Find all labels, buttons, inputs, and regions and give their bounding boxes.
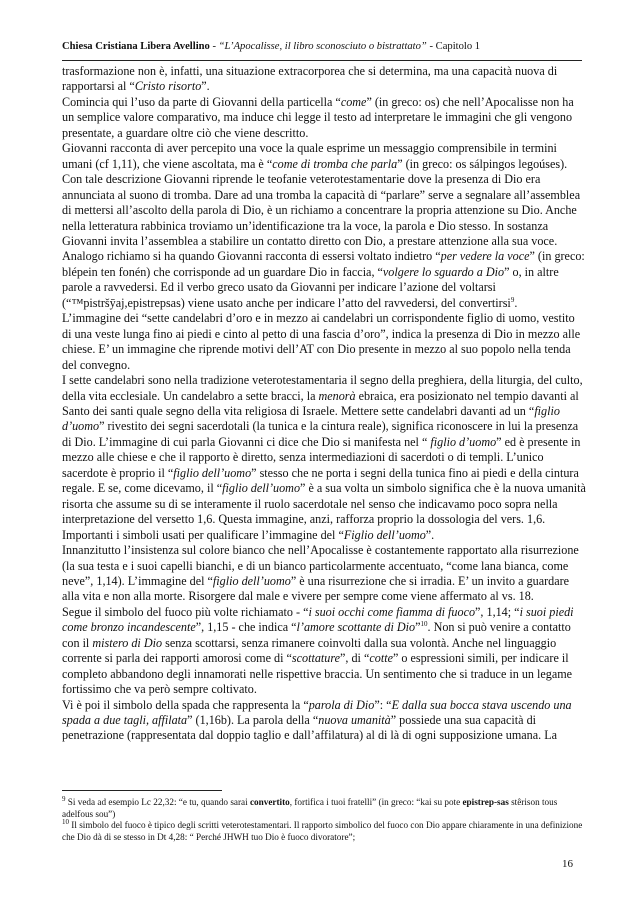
paragraph-10 — [62, 698, 586, 744]
paragraph-9 — [62, 605, 586, 698]
italic-run: come di tromba che parla — [272, 156, 398, 171]
text-run: senza scottarsi, senza rimanere coinvolti dalla sua volontà. Anche nel linguaggio corrente si parla dei rapporti amorosi come di “ — [62, 635, 557, 666]
text-run: ” (in greco: os sálpingos legoúses). Con tale descrizione Giovanni riprende le teofanie veterotestamentarie dove la presenza di Dio era annunciata al suono di tromba. Dare ad una tromba la capacità di “parlare” serve a segnalare all’assemblea di mettersi all’ascolto della parola di Dio, è un richiamo a concentrare la propria attenzione su Dio. Anche nella letteratura rabbinica troviamo un’identificazione tra la voce, la parola e Dio stesso. In sostanza Giovanni invita l’assemblea a stabilire un contatto diretto con Dio, a prestare attenzione alla sua voce. — [62, 156, 581, 248]
running-header — [62, 40, 582, 53]
text-run: ” possiede una sua capacità di penetrazione (rappresentata dal doppio taglio e dall’affilatura) al di là di ogni supposizione umana. La — [62, 713, 557, 743]
footnote-9 — [62, 794, 586, 820]
italic-run: figlio dell’uomo — [222, 481, 301, 496]
text-run: Si veda ad esempio Lc 22,32: “e tu, quando sarai — [65, 797, 250, 807]
italic-run: l’amore scottante di Dio — [296, 620, 416, 635]
header-separator: - — [209, 41, 219, 52]
text-run: ” è una risurrezione che si irradia. E’ un invito a guardare alla vita e non alla morte. Risorgere dal male e vivere per sempre come viene affermato al vs. 18. — [62, 573, 570, 604]
header-chapter: - Capitolo 1 — [426, 41, 481, 52]
text-run: Analogo richiamo si ha quando Giovanni racconta di essersi voltato indietro “ — [62, 249, 441, 264]
italic-run: menorà — [318, 388, 356, 403]
footnote-mark: 9 — [62, 794, 66, 803]
bold-run: sas — [497, 797, 509, 807]
text-run: ”: “ — [374, 697, 392, 712]
text-run: stêrison tous adelfous sou”) — [62, 797, 558, 819]
footnotes — [62, 794, 586, 843]
text-run: ”. — [425, 527, 435, 542]
italic-run: E dalla sua bocca stava uscendo una spada a due tagli, affilata — [62, 697, 572, 728]
italic-run: scottature — [291, 651, 341, 666]
text-run: Il simbolo del fuoco è tipico degli scritti veterotestamentari. Il rapporto simbolico del fuoco con Dio appare chiaramente in una definizione che Dio dà di se stesso in Dt 4,28: “ Perché JHWH tuo Dio è fuoco divoratore”; — [62, 820, 583, 842]
header-organization: Chiesa Cristiana Libera Avellino — [62, 41, 210, 52]
page-number: 16 — [562, 858, 573, 870]
italic-run: i suoi piedi come bronzo incandescente — [62, 604, 574, 635]
text-run: ” (in greco: os) che nell’Apocalisse non ha un semplice valore comparativo, ma induce chi legge il testo ad interpretare le immagini che gli vengono presentate, a guardare oltre ciò che viene descritto. — [62, 94, 574, 140]
paragraph-4 — [62, 249, 586, 311]
header-rule — [62, 60, 582, 61]
text-run: L’immagine dei “sette candelabri d’oro e in mezzo ai candelabri un corrispondente figlio di uomo, vestito di una veste lunga fino ai piedi e cinto al petto di una fascia d’oro”, indica la presenza di Dio in mezzo alle chiese. E’ un immagine che riprende motivi dell’AT con Dio presente in mezzo al suo popolo nella tenda del convegno. — [62, 311, 581, 372]
header-book-title: “L’Apocalisse, il libro sconosciuto o bistrattato” — [218, 41, 427, 52]
text-run: . — [514, 295, 518, 310]
italic-run: figlio d’uomo — [430, 434, 497, 449]
italic-run: Figlio dell’uomo — [343, 527, 426, 542]
text-run: ” — [415, 620, 421, 635]
text-run: . Non si può venire a contatto con il — [62, 620, 571, 650]
italic-run: come — [340, 94, 367, 109]
footnote-mark: 10 — [62, 818, 69, 827]
text-run: ”, di “ — [340, 651, 370, 666]
text-run: ” stesso che ne porta i segni della tunica fino ai piedi e della cintura regale. E se, come dicevamo, il “ — [62, 465, 579, 496]
paragraph-5 — [62, 311, 586, 373]
bold-run: epistrep- — [462, 797, 498, 807]
text-run: I sette candelabri sono nella tradizione veterotestamentaria il segno della preghiera, della liturgia, del culto, della vita ecclesiale. Un candelabro a sette bracci, la — [62, 373, 583, 403]
italic-run: cotte — [369, 651, 393, 666]
text-run: ”, 1,14; “ — [475, 604, 520, 619]
text-run: ” rivestito dei segni sacerdotali (la tunica e la cintura reale), significa riconoscere in lui la presenza di Dio. L’immagine di cui parla Giovanni ci dice che Dio si manifesta nel “ — [62, 419, 579, 449]
body-text — [62, 64, 586, 744]
text-run: ”. — [201, 79, 210, 94]
text-run: Innanzitutto l’insistenza sul colore bianco che nell’Apocalisse è costantemente rapportato alla risurrezione (la sua testa e i suoi capelli bianchi, e di un bianco particolarmente accentuato, “come lana bianca, come neve”, 1,14). L’immagine del “ — [62, 543, 579, 588]
italic-run: figlio dell’uomo — [173, 465, 252, 480]
text-run: Comincia qui l’uso da parte di Giovanni della particella “ — [62, 94, 341, 109]
italic-run: nuova umanità — [318, 713, 391, 728]
text-run: Segue il simbolo del fuoco più volte richiamato - “ — [62, 604, 309, 619]
text-run: ,epistrepsas) viene usato anche per indicare l’atto del ravvedersi, del convertirsi — [124, 295, 511, 310]
footnote-ref-10[interactable]: 10 — [420, 620, 428, 629]
text-run: trasformazione non è, infatti, una situazione extracorporea che si determina, ma una capacità nuova di rapportarsi al “ — [62, 64, 558, 94]
italic-run: figlio dell’uomo — [212, 573, 291, 588]
paragraph-2 — [62, 95, 586, 141]
italic-run: volgere lo sguardo a Dio — [382, 264, 505, 279]
italic-run: parola di Dio — [308, 697, 375, 712]
text-run: ”, 1,15 - che indica “ — [195, 620, 297, 635]
text-run: ” o, in altre parole a ravvedersi. Ed il verbo greco usato da Giovanni per indicare l’azione del voltarsi (“ — [62, 264, 559, 310]
italic-run: i suoi occhi come fiamma di fuoco — [308, 604, 476, 619]
text-run: ” (1,16b). La parola della “ — [187, 713, 319, 728]
text-run: ebraica, era posizionato nel tempio davanti al Santo dei santi quale segno della vita religiosa di Israele. Mettere sette candelabri davanti ad un “ — [62, 388, 579, 418]
text-run: ” o espressioni simili, per indicare il completo abbandono degli innamorati nelle rispettive braccia. Un sentimento che si traduce in un legame fortissimo che va però sempre coltivato. — [62, 651, 573, 697]
text-run: ” è a sua volta un simbolo significa che è la nuova umanità risorta che assume su di se interamente il ruolo sacerdotale nel senso che indicavamo poco sopra nella interpretazione del versetto 1,6. Questa immagine, anzi, rafforza proprio la dossologia del vers. 1,6. — [62, 481, 586, 527]
paragraph-8 — [62, 543, 586, 605]
footnote-ref-9[interactable]: 9 — [510, 295, 515, 304]
italic-run: Cristo risorto — [134, 79, 202, 94]
text-run: Importanti i simboli usati per qualificare l’immagine del “ — [62, 527, 344, 542]
bold-run: convertito — [249, 797, 290, 807]
footnote-10 — [62, 820, 586, 843]
italic-run: figlio d’uomo — [62, 403, 560, 434]
text-run: Vi è poi il simbolo della spada che rappresenta la “ — [62, 697, 309, 712]
footnote-separator — [62, 790, 222, 791]
greek-symbol-run: ™pistršȳaj — [71, 295, 125, 310]
italic-run: mistero di Dio — [92, 635, 163, 650]
paragraph-6 — [62, 373, 586, 528]
text-run: , fortifica i tuoi fratelli” (in greco: “kai su pote — [289, 797, 463, 807]
paragraph-3 — [62, 141, 586, 249]
text-run: ” ed è presente in mezzo alle chiese e che il rapporto è diretto, senza intermediazioni di sacerdoti o di templi. L’unico sacerdote è proprio il “ — [62, 434, 581, 480]
text-run: Giovanni racconta di aver percepito una voce la quale esprime un messaggio comprensibile in termini umani (cf 1,11), che viene ascoltata, ma è “ — [62, 141, 557, 171]
text-run: ” (in greco: blépein ten fonén) che corrisponde ad un guardare Dio in faccia, “ — [62, 249, 585, 279]
paragraph-1 — [62, 64, 586, 95]
italic-run: per vedere la voce — [440, 249, 530, 264]
paragraph-7 — [62, 528, 586, 543]
